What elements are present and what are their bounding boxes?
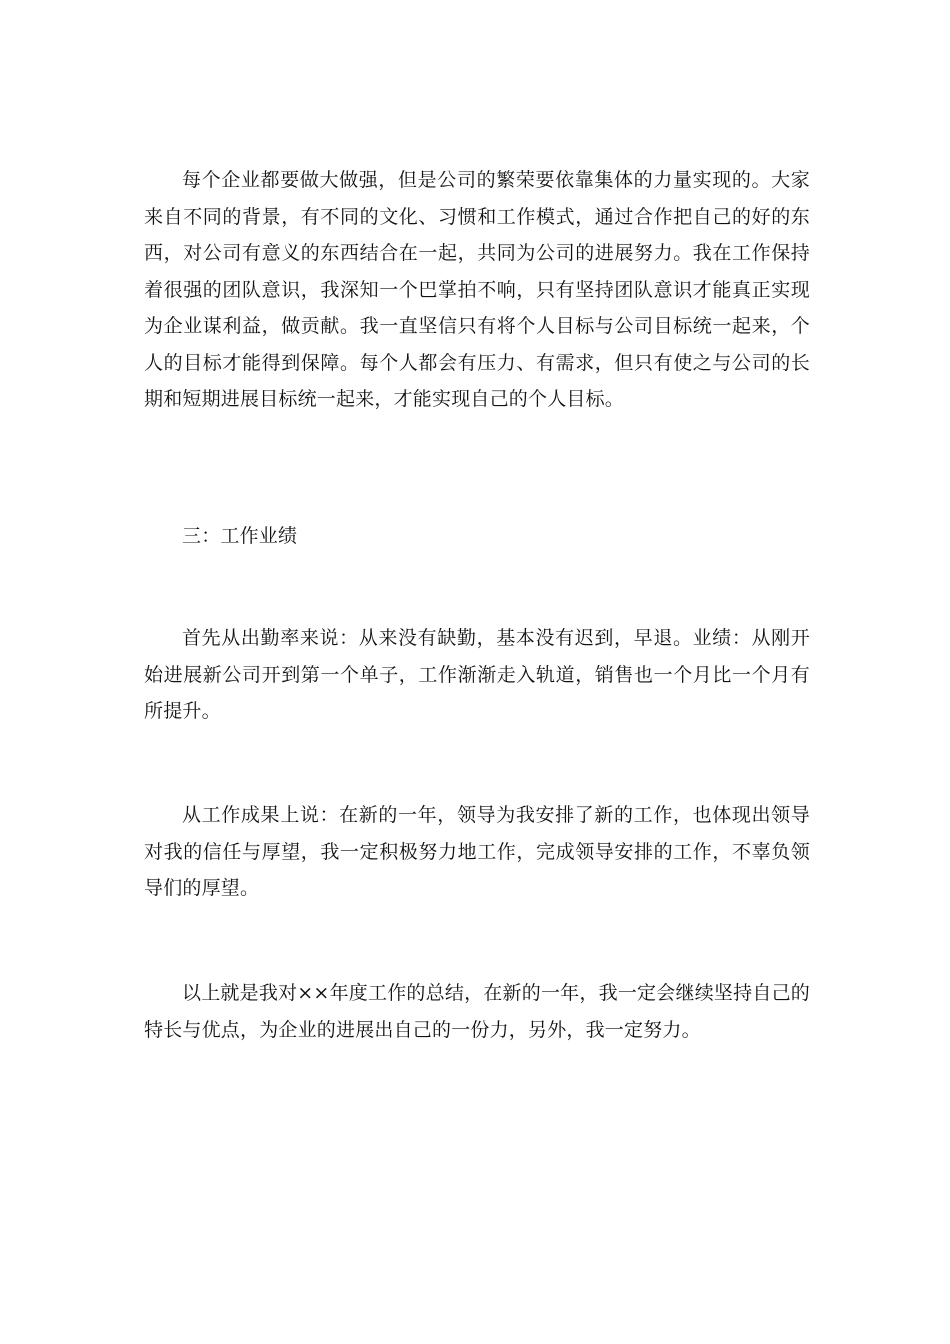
paragraph-work-results: 从工作成果上说：在新的一年，领导为我安排了新的工作，也体现出领导对我的信任与厚望，我一定积极努力地工作，完成领导安排的工作，不辜负领导们的厚望。 [144,804,810,899]
paragraph-attendance-performance: 首先从出勤率来说：从来没有缺勤，基本没有迟到，早退。业绩：从刚开始进展新公司开到第一个单子，工作渐渐走入轨道，销售也一个月比一个月有所提升。 [144,627,810,722]
paragraph-teamwork: 每个企业都要做大做强，但是公司的繁荣要依靠集体的力量实现的。大家来自不同的背景，有不同的文化、习惯和工作模式，通过合作把自己的好的东西，对公司有意义的东西结合在一起，共同为公司的进展努力。我在工作保持着很强的团队意识，我深知一个巴掌拍不响，只有坚持团队意识才能真正实现为企业谋利益，做贡献。我一直坚信只有将个人目标与公司目标统一起来，个人的目标才能得到保障。每个人都会有压力、有需求，但只有使之与公司的长期和短期进展目标统一起来，才能实现自己的个人目标。 [144,169,810,410]
section-heading: 三：工作业绩 [182,525,298,547]
paragraph-conclusion: 以上就是我对××年度工作的总结，在新的一年，我一定会继续坚持自己的特长与优点，为企业的进展出自己的一份力，另外，我一定努力。 [144,982,810,1041]
